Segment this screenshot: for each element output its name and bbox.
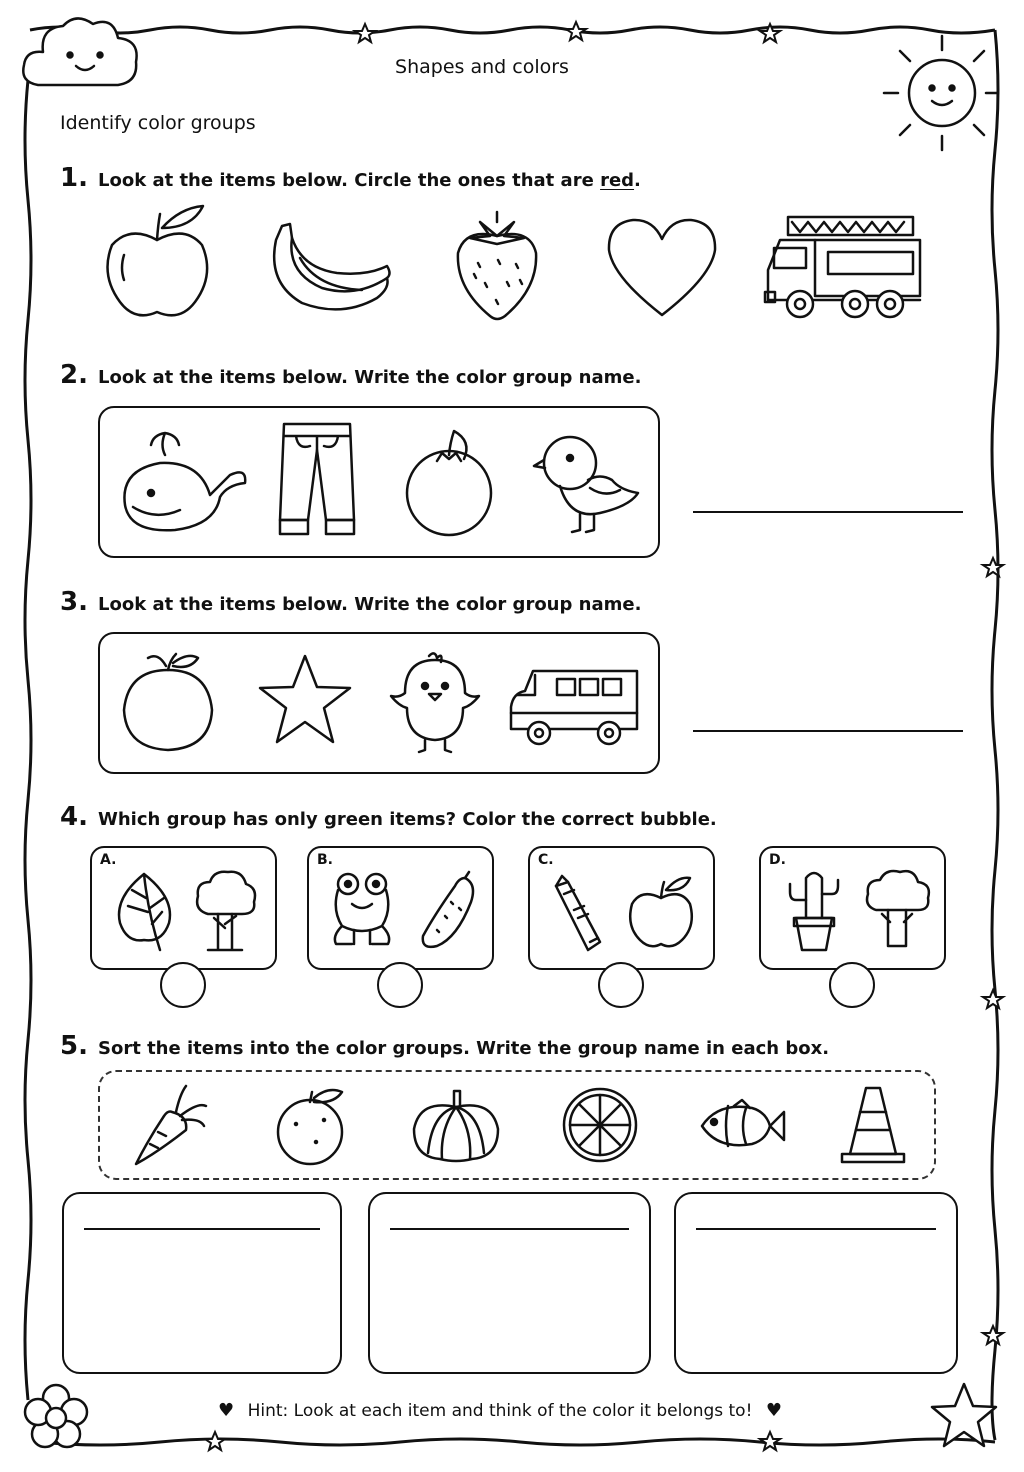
answer-line xyxy=(390,1228,629,1230)
page-subtitle: Identify color groups xyxy=(60,112,256,134)
question-number: 1. xyxy=(60,163,88,193)
orange-slice-icon xyxy=(560,1085,640,1165)
heart-icon xyxy=(603,215,721,320)
bird-icon xyxy=(530,428,645,538)
question-3 xyxy=(60,587,641,617)
answer-bubble-c[interactable] xyxy=(598,962,644,1008)
pumpkin-icon xyxy=(410,1085,502,1167)
blueberry-icon xyxy=(402,425,497,540)
orange-icon xyxy=(272,1084,352,1166)
chick-icon xyxy=(385,648,485,756)
heart-icon: ♥ xyxy=(765,1400,782,1421)
school-bus-icon xyxy=(505,665,645,750)
question-text: Sort the items into the color groups. Write the group name in each box. xyxy=(98,1038,830,1059)
question-4 xyxy=(60,802,717,832)
option-label: A. xyxy=(100,852,117,868)
strawberry-icon xyxy=(450,208,545,323)
question-text: Look at the items below. Write the color group name. xyxy=(98,594,642,615)
question-punctuation: . xyxy=(634,170,641,191)
fire-truck-icon xyxy=(760,212,925,324)
apple-icon xyxy=(100,200,215,325)
answer-box-3[interactable] xyxy=(674,1192,958,1374)
crayon-icon xyxy=(548,872,608,957)
question-number: 3. xyxy=(60,587,88,617)
smiling-sun-icon xyxy=(880,28,1000,153)
question-text: Look at the items below. Circle the ones that are xyxy=(98,170,601,191)
option-label: D. xyxy=(769,852,786,868)
smiling-cloud-icon xyxy=(18,10,143,95)
tree-icon xyxy=(190,866,260,954)
answer-line xyxy=(696,1228,936,1230)
question-2 xyxy=(60,360,641,390)
question-emphasis: red xyxy=(600,170,635,191)
question-number: 4. xyxy=(60,802,88,832)
carrot-icon xyxy=(128,1082,210,1168)
clownfish-icon xyxy=(698,1098,788,1154)
jeans-icon xyxy=(276,420,358,542)
banana-icon xyxy=(262,218,397,318)
whale-icon xyxy=(115,425,250,540)
cactus-icon xyxy=(782,866,847,954)
answer-box-1[interactable] xyxy=(62,1192,342,1374)
answer-bubble-a[interactable] xyxy=(160,962,206,1008)
answer-line xyxy=(84,1228,320,1230)
broccoli-icon xyxy=(860,866,936,952)
heart-icon: ♥ xyxy=(218,1400,235,1421)
option-label: C. xyxy=(538,852,554,868)
answer-line xyxy=(693,730,963,732)
question-1 xyxy=(60,163,641,193)
option-label: B. xyxy=(317,852,333,868)
hint-text xyxy=(0,1400,1000,1421)
traffic-cone-icon xyxy=(838,1082,908,1167)
answer-bubble-b[interactable] xyxy=(377,962,423,1008)
question-number: 5. xyxy=(60,1031,88,1061)
answer-line xyxy=(693,511,963,513)
page-title: Shapes and colors xyxy=(395,56,569,78)
lemon-icon xyxy=(118,648,218,758)
leaf-icon xyxy=(112,868,177,953)
sort-items-box xyxy=(98,1070,936,1180)
question-number: 2. xyxy=(60,360,88,390)
question-5 xyxy=(60,1031,829,1061)
frog-icon xyxy=(328,870,396,950)
apple-icon xyxy=(626,872,696,952)
question-text: Which group has only green items? Color the correct bubble. xyxy=(98,809,717,830)
hint-label: Hint: Look at each item and think of the color it belongs to! xyxy=(247,1401,753,1421)
answer-box-2[interactable] xyxy=(368,1192,651,1374)
cucumber-icon xyxy=(415,868,485,953)
answer-bubble-d[interactable] xyxy=(829,962,875,1008)
star-icon xyxy=(255,650,355,750)
question-text: Look at the items below. Write the color group name. xyxy=(98,367,642,388)
